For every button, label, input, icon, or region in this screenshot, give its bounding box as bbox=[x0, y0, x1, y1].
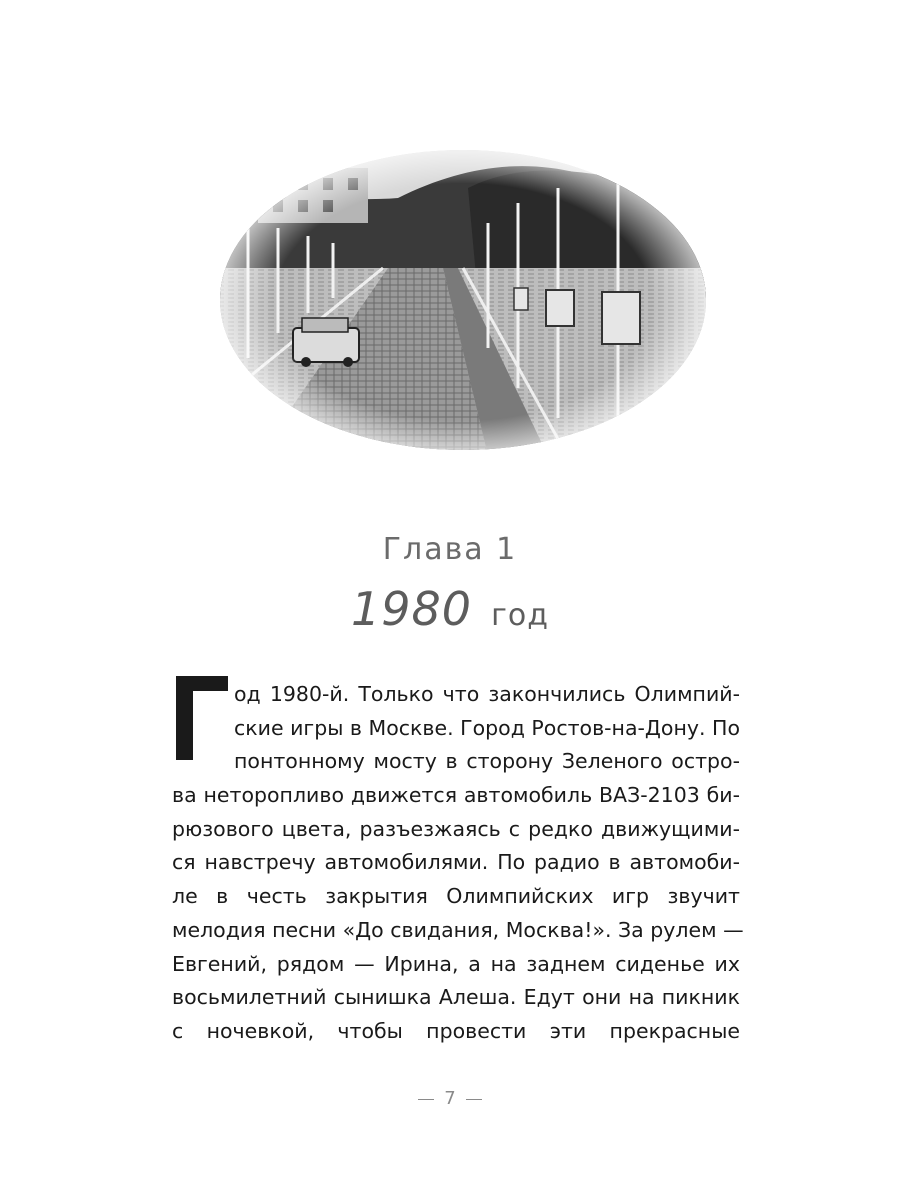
page-number bbox=[0, 1088, 900, 1109]
chapter-title bbox=[0, 582, 900, 636]
body-line: понтонному мосту в сторону Зеленого остро- bbox=[234, 749, 740, 774]
body-line: мелодия песни «До свидания, Москва!». За рулем — bbox=[172, 917, 744, 942]
bridge-photo-image bbox=[218, 148, 708, 456]
chapter-illustration-photo bbox=[218, 148, 708, 456]
body-line: од 1980-й. Только что закончились Олимпий- bbox=[234, 682, 740, 706]
body-line: Евгений, рядом — Ирина, а на заднем сиденье их bbox=[172, 951, 740, 976]
body-line: ле в честь закрытия Олимпийских игр звучит bbox=[172, 884, 740, 909]
body-line: ские игры в Москве. Город Ростов-на-Дону. По bbox=[234, 715, 740, 740]
body-line: ва неторопливо движется автомобиль ВАЗ-2103 би- bbox=[172, 783, 740, 808]
page-number-value: 7 bbox=[444, 1088, 456, 1109]
body-line: с ночевкой, чтобы провести эти прекрасные bbox=[172, 1018, 740, 1043]
chapter-title-word: год bbox=[491, 598, 550, 633]
chapter-title-year: 1980 bbox=[350, 582, 473, 636]
body-line: рюзового цвета, разъезжаясь с редко движущими- bbox=[172, 816, 740, 841]
chapter-number-label: Глава 1 bbox=[382, 532, 518, 567]
body-line: ся навстречу автомобилями. По радио в автомоби- bbox=[172, 850, 740, 875]
page-number-dash-left bbox=[418, 1099, 434, 1100]
body-line: восьмилетний сынишка Алеша. Едут они на пикник bbox=[172, 985, 740, 1010]
body-paragraph bbox=[172, 678, 744, 1049]
page-number-dash-right bbox=[466, 1099, 482, 1100]
